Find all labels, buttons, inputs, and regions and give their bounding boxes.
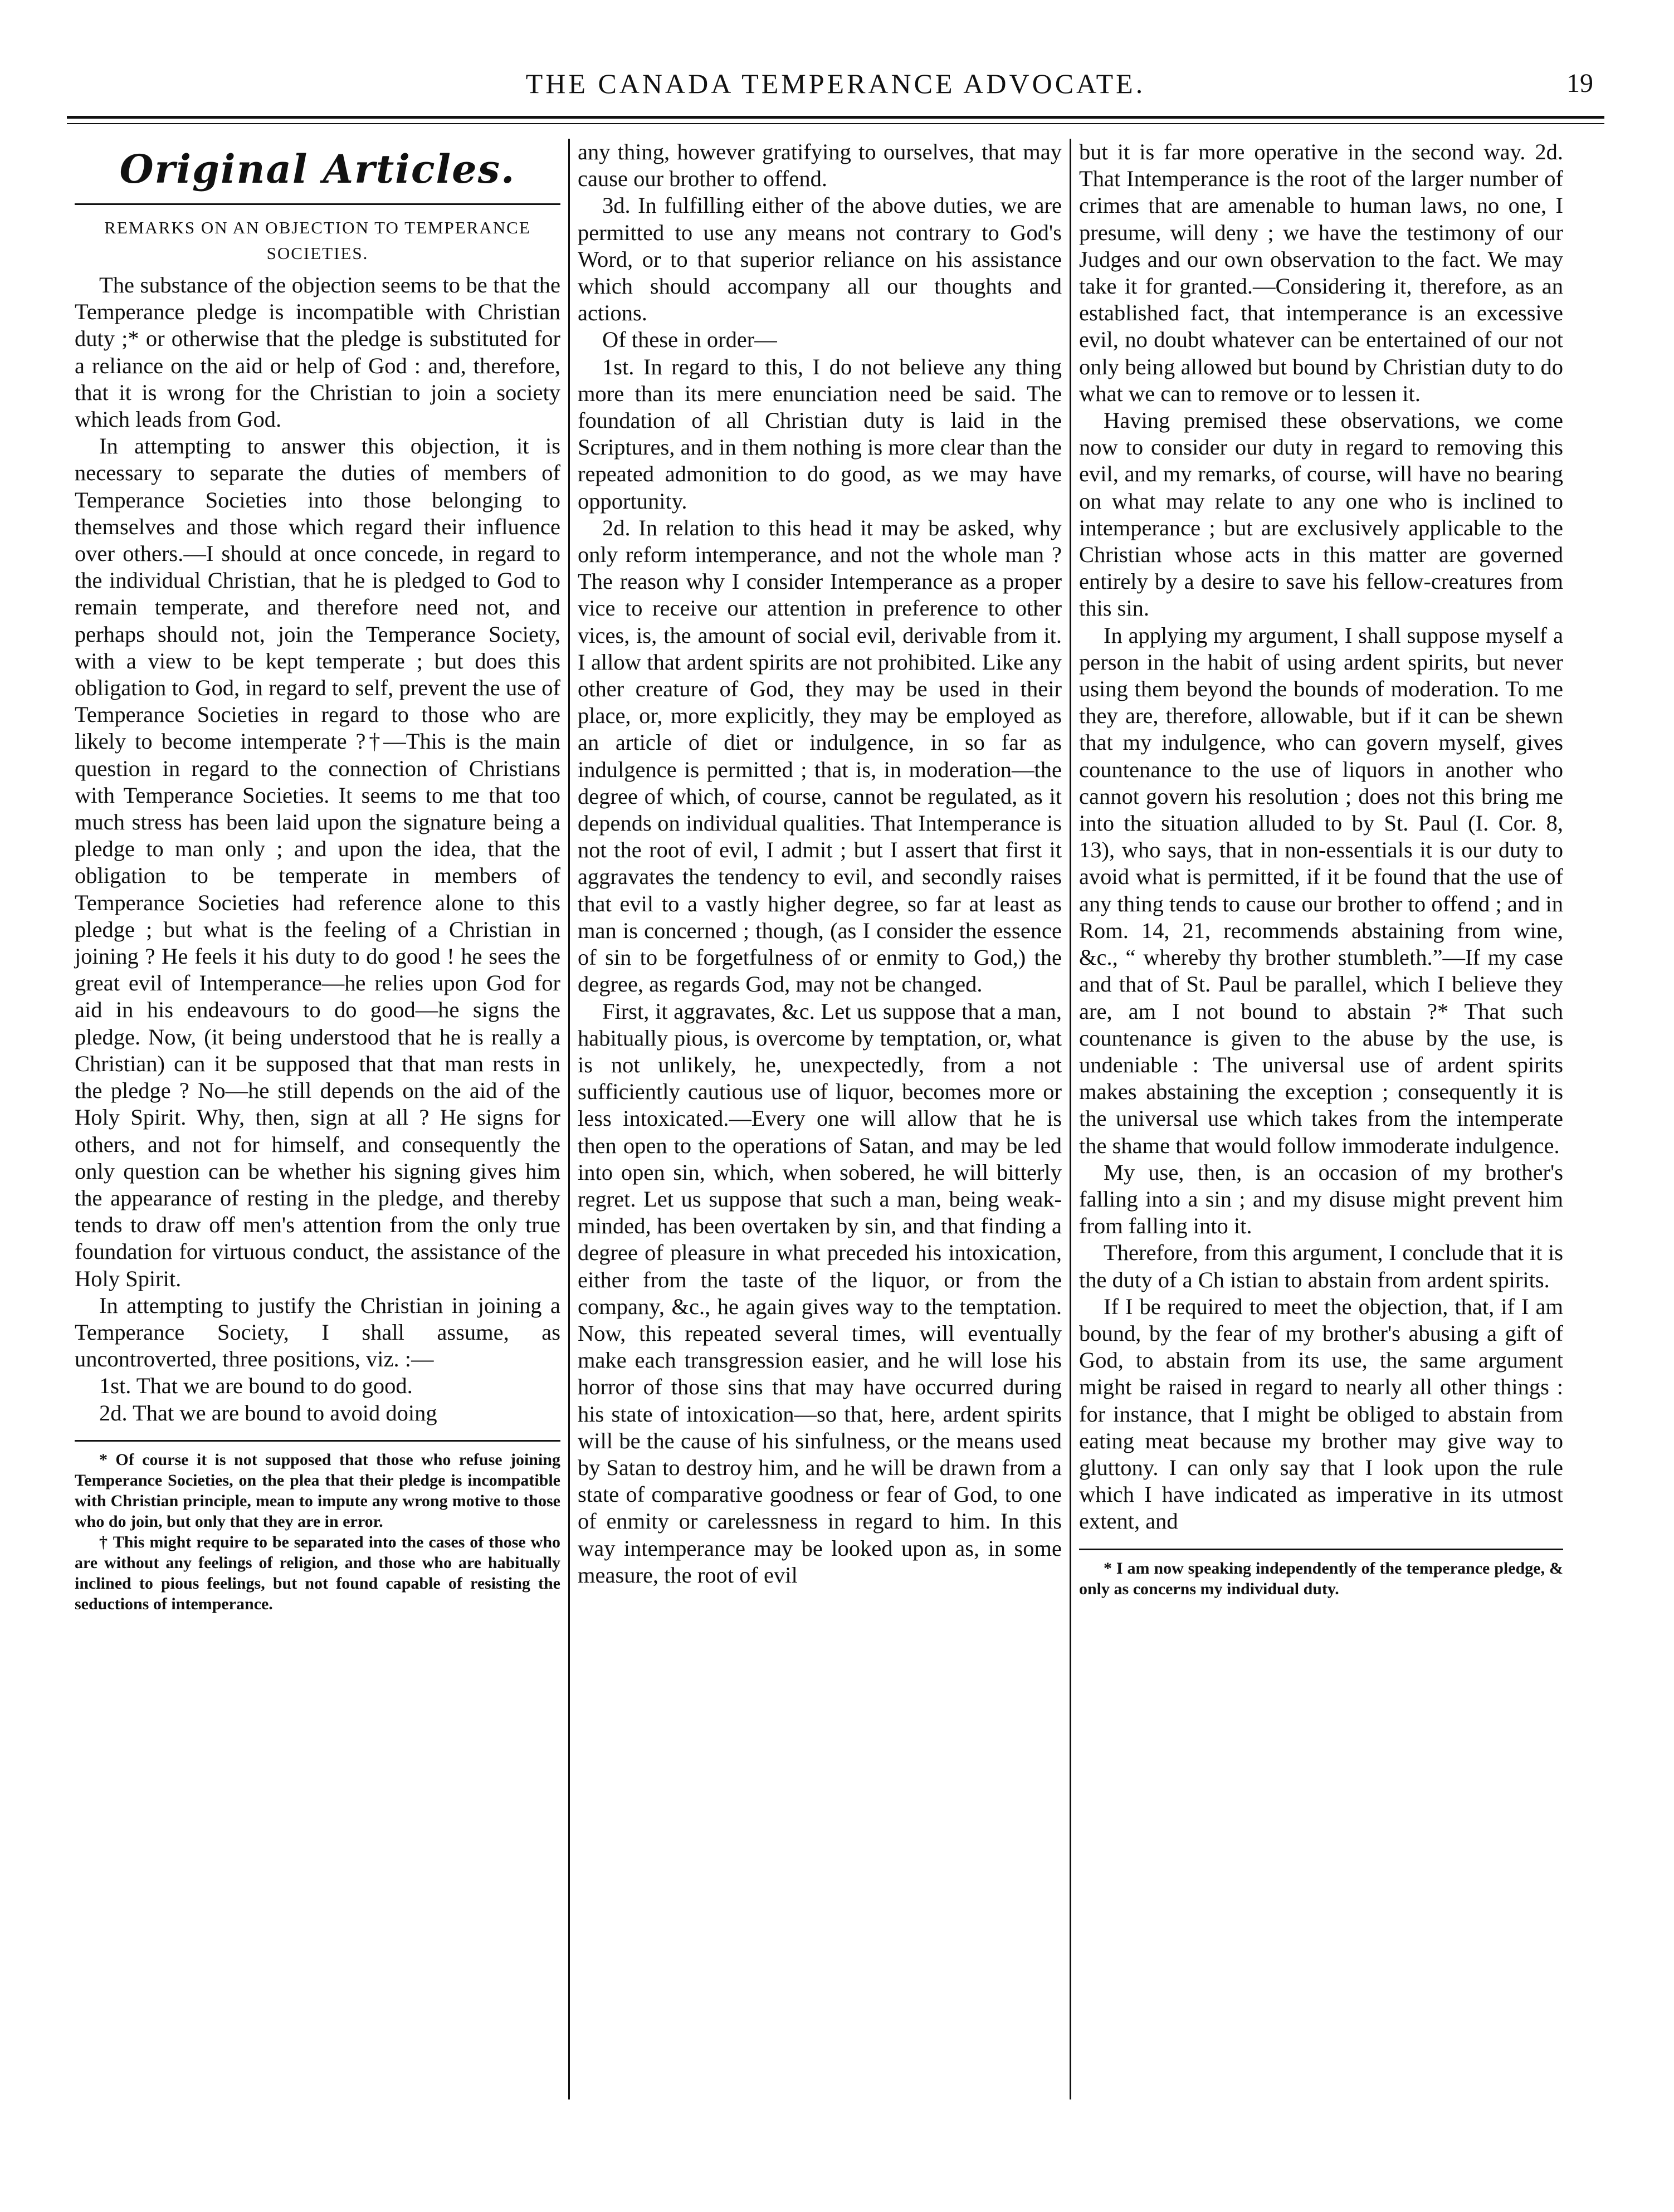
footnote-rule [1079, 1549, 1563, 1550]
paragraph: In applying my argument, I shall suppose myself a person in the habit of using ardent spirits, but never using them beyond the bounds of moderation. To me they are, therefore, allowable, but if it can be shewn that my indulgence, who can govern myself, gives countenance to the use of liquors in another who cannot govern his resolution ; does not this bring me into the situation alluded to by St. Paul (I. Cor. 8, 13), who says, that in non-essentials it is our duty to avoid what is permitted, if it be found that the use of any thing tends to cause our brother to offend ; and in Rom. 14, 21, recommends abstaining from wine, &c., “ whereby thy brother stumbleth.”—If my case and that of St. Paul be parallel, which I believe they are, am I not bound to abstain ?* That such countenance is given to the abuse by the use, is undeniable : The universal use of ardent spirits makes abstaining the exception ; consequently it is the universal use which takes from the intemperate the shame that would follow immoderate indulgence. [1079, 622, 1563, 1158]
paragraph: In attempting to justify the Christian in joining a Temperance Society, I shall assume, as uncontroverted, three positions, viz. :— [75, 1292, 560, 1372]
footnote: * I am now speaking independently of the temperance pledge, & only as concerns my individual duty. [1079, 1559, 1563, 1598]
paragraph: 3d. In fulfilling either of the above duties, we are permitted to use any means not contrary to God's Word, or to that superior reliance on his assistance which should accompany all our thoughts and actions. [578, 193, 1062, 326]
header-rule [67, 116, 1604, 124]
list-item: 2d. That we are bound to avoid doing [99, 1400, 437, 1425]
paragraph: First, it aggravates, &c. Let us suppose that a man, habitually pious, is overcome by temptation, or, what is not unlikely, he, unexpectedly, from a not sufficiently cautious use of liquor, becomes more or less intoxicated.—Every one will allow that he is then open to the operations of Satan, and may be led into open sin, which, when sobered, he will bitterly regret. Let us suppose that such a man, being weak-minded, has been overtaken by sin, and that finding a degree of pleasure in what preceded his intoxication, either from the taste of the liquor, or from the company, &c., he again gives way to the temptation. Now, this repeated several times, will eventually make each transgression easier, and he will lose his horror of those sins that may have occurred during his state of intoxication—so that, here, ardent spirits will be the cause of his sinfulness, or the means used by Satan to destroy him, and he will be drawn from a state of comparative goodness or fear of God, to one of enmity or carelessness in regard to him. In this way intemperance may be looked upon as, in some measure, the root of evil [578, 998, 1062, 1588]
paragraph: Having premised these observations, we come now to consider our duty in regard to removing this evil, and my remarks, of course, will have no bearing on what may relate to any one who is inclined to intemperance ; but are exclusively applicable to the Christian whose acts in this matter are governed entirely by a desire to save his fellow-creatures from this sin. [1079, 408, 1563, 621]
paragraph: Of these in order— [602, 327, 777, 353]
footnote-rule [75, 1440, 560, 1442]
page-number: 19 [1566, 69, 1593, 98]
column-1 [67, 139, 568, 2099]
section-heading: Original Articles. [119, 146, 516, 192]
paragraph: but it is far more operative in the second way. 2d. That Intemperance is the root of the larger number of crimes that are amenable to human laws, no one, I presume, will deny ; we have the testimony of our Judges and our own observation to the fact. We may take it for granted.—Considering it, therefore, as an established fact, that intemperance is an excessive evil, no doubt whatever can be entertained of our not only being allowed but bound by Christian duty to do what we can to remove or to lessen it. [1079, 139, 1563, 406]
column-3 [1070, 139, 1571, 2099]
list-item: 1st. That we are bound to do good. [99, 1373, 413, 1399]
running-head [67, 61, 1604, 106]
column-2 [568, 139, 1070, 2099]
paragraph: 1st. In regard to this, I do not believe any thing more than its mere enunciation need be said. The foundation of all Christian duty is laid in the Scriptures, and in them nothing is more clear than the repeated admonition to do good, as we may have opportunity. [578, 354, 1062, 514]
paragraph: In attempting to answer this objection, it is necessary to separate the duties of members of Temperance Societies into those belonging to themselves and those which regard their influence over others.—I should at once concede, in regard to the individual Christian, that he is pledged to God to remain temperate, and therefore need not, and perhaps should not, join the Temperance Society, with a view to be kept temperate ; but does this obligation to God, in regard to self, prevent the use of Temperance Societies in regard to those who are likely to become intemperate ?†—This is the main question in regard to the connection of Christians with Temperance Societies. It seems to me that too much stress has been laid upon the signature being a pledge to man only ; and upon the idea, that the obligation to be temperate in members of Temperance Societies had reference alone to this pledge ; but what is the feeling of a Christian in joining ? He feels it his duty to do good ! he sees the great evil of Intemperance—he relies upon God for aid in his endeavours to do good—he signs the pledge. Now, (it being understood that he is really a Christian) can it be supposed that that man rests in the pledge ? No—he still depends on the aid of the Holy Spirit. Why, then, sign at all ? He signs for others, and not for himself, and consequently the only question can be whether his signing gives him the appearance of resting in the pledge, and thereby tends to draw off men's attention from the only true foundation for virtuous conduct, the assistance of the Holy Spirit. [75, 433, 560, 1291]
paragraph: Therefore, from this argument, I conclude that it is the duty of a Ch istian to abstain from ardent spirits. [1079, 1240, 1563, 1292]
footnote: † This might require to be separated into the cases of those who are without any feelings of religion, and those who are habitually inclined to pious feelings, but not found capable of resisting the seductions of intemperance. [75, 1532, 560, 1613]
paragraph: The substance of the objection seems to be that the Temperance pledge is incompatible with Christian duty ;* or otherwise that the pledge is substituted for a reliance on the aid or help of God : and, therefore, that it is wrong for the Christian to join a society which leads from God. [75, 272, 560, 432]
article-columns [67, 139, 1604, 2099]
paragraph: If I be required to meet the objection, that, if I am bound, by the fear of my brother's abusing a gift of God, to abstain from its use, the same argument might be raised in regard to nearly all other things : for instance, that I might be obliged to abstain from eating meat because my brother may give way to gluttony. I can only say that I look upon the rule which I have indicated as imperative in its utmost extent, and [1079, 1293, 1563, 1534]
running-title: THE CANADA TEMPERANCE ADVOCATE. [525, 68, 1146, 99]
newspaper-page [67, 61, 1604, 2167]
footnote: * Of course it is not supposed that those who refuse joining Temperance Societies, on the plea that their pledge is incompatible with Christian principle, mean to impute any wrong motive to those who do join, but only that they are in error. [75, 1450, 560, 1531]
section-rule [75, 203, 560, 205]
paragraph: any thing, however gratifying to ourselves, that may cause our brother to offend. [578, 139, 1062, 192]
article-title: REMARKS ON AN OBJECTION TO TEMPERANCE SOCIETIES. [104, 218, 531, 263]
paragraph: My use, then, is an occasion of my brother's falling into a sin ; and my disuse might prevent him from falling into it. [1079, 1159, 1563, 1239]
paragraph: 2d. In relation to this head it may be asked, why only reform intemperance, and not the whole man ? The reason why I consider Intemperance as a proper vice to receive our attention in preference to other vices, is, the amount of social evil, derivable from it. I allow that ardent spirits are not prohibited. Like any other creature of God, they may be used in their place, or, more explicitly, they may be employed as an article of diet or indulgence, in so far as indulgence is permitted ; that is, in moderation—the degree of which, of course, cannot be regulated, as it depends on individual qualities. That Intemperance is not the root of evil, I admit ; but I assert that first it aggravates the tendency to evil, and secondly raises that evil to a vastly higher degree, so far at least as man is concerned ; though, (as I consider the essence of sin to be forgetfulness of or enmity to God,) the degree, as regards God, may not be changed. [578, 515, 1062, 997]
